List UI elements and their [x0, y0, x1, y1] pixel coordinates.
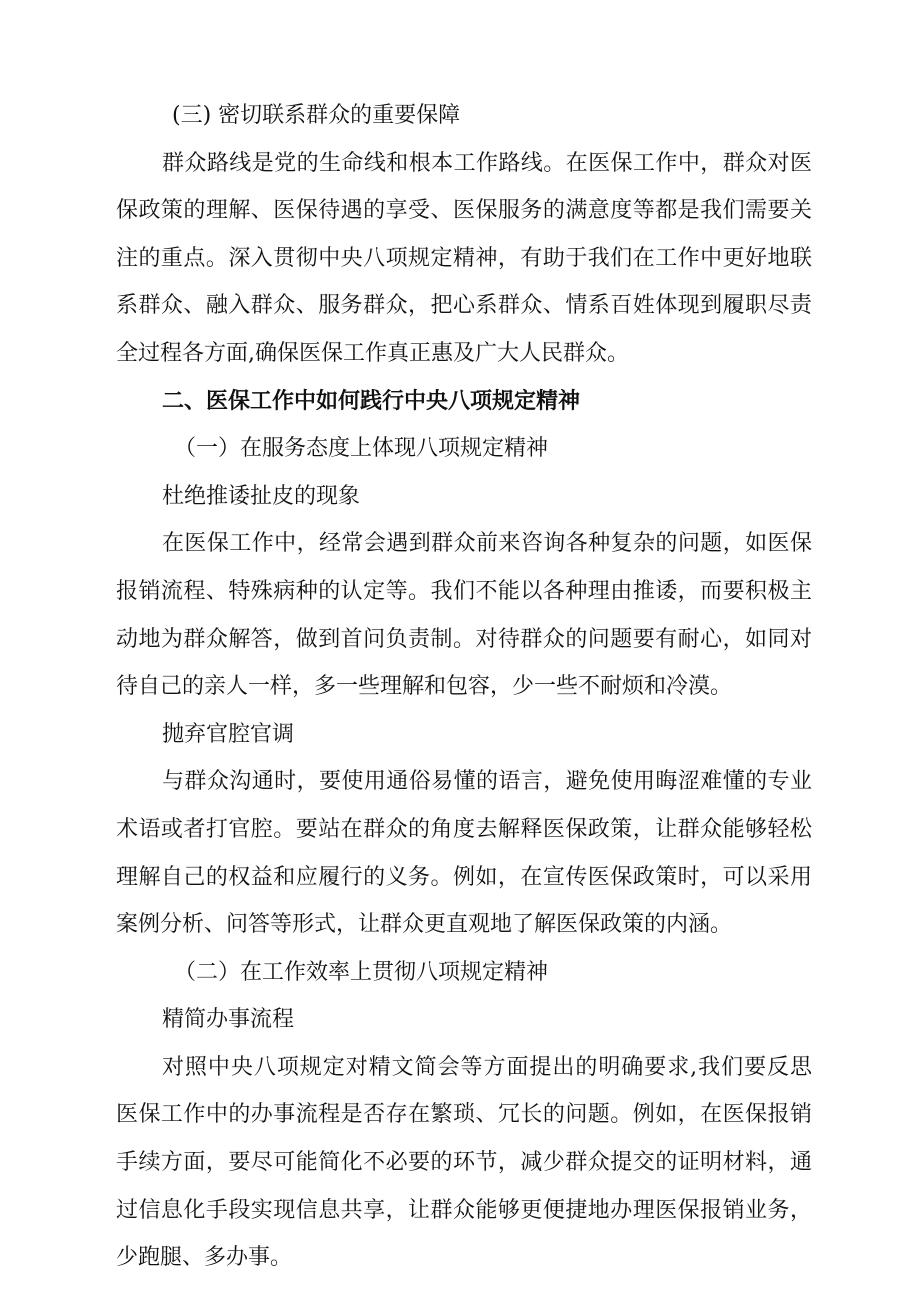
paragraph-line: 医保工作中的办事流程是否存在繁琐、冗长的问题。例如，在医保报销	[116, 1102, 812, 1128]
chapter-heading: 二、医保工作中如何践行中央八项规定精神	[162, 388, 581, 414]
paragraph-line: 群众路线是党的生命线和根本工作路线。在医保工作中，群众对医	[162, 150, 812, 176]
subsection-heading: （一）在服务态度上体现八项规定精神	[174, 436, 549, 462]
paragraph-line: 系群众、融入群众、服务群众，把心系群众、情系百姓体现到履职尽责	[116, 293, 812, 319]
paragraph-line: 理解自己的权益和应履行的义务。例如，在宣传医保政策时，可以采用	[116, 864, 812, 890]
paragraph-line: 案例分析、问答等形式，让群众更直观地了解医保政策的内涵。	[116, 912, 733, 938]
paragraph-line: 在医保工作中，经常会遇到群众前来咨询各种复杂的问题，如医保	[162, 531, 812, 557]
item-title: 精简办事流程	[162, 1007, 295, 1033]
document-page	[116, 92, 812, 1282]
paragraph-line: 报销流程、特殊病种的认定等。我们不能以各种理由推诿，而要积极主	[116, 578, 812, 604]
paragraph-line: 全过程各方面,确保医保工作真正惠及广大人民群众。	[116, 340, 629, 366]
paragraph-line: 对照中央八项规定对精文简会等方面提出的明确要求,我们要反思	[162, 1054, 812, 1080]
paragraph-line: 少跑腿、多办事。	[116, 1245, 293, 1271]
paragraph-line: 保政策的理解、医保待遇的享受、医保服务的满意度等都是我们需要关	[116, 198, 812, 224]
paragraph-line: 与群众沟通时，要使用通俗易懂的语言，避免使用晦涩难懂的专业	[162, 769, 812, 795]
subsection-heading: （二）在工作效率上贯彻八项规定精神	[174, 959, 549, 985]
item-title: 抛弃官腔官调	[162, 721, 295, 747]
paragraph-line: 手续方面，要尽可能简化不必要的环节，减少群众提交的证明材料，通	[116, 1150, 812, 1176]
item-title: 杜绝推诿扯皮的现象	[162, 483, 361, 509]
section-heading: (三) 密切联系群众的重要保障	[172, 103, 461, 128]
paragraph-line: 待自己的亲人一样，多一些理解和包容，少一些不耐烦和冷漠。	[116, 674, 733, 700]
paragraph-line: 过信息化手段实现信息共享，让群众能够更便捷地办理医保报销业务，	[116, 1197, 812, 1223]
paragraph-line: 术语或者打官腔。要站在群众的角度去解释医保政策，让群众能够轻松	[116, 816, 812, 842]
paragraph-line: 注的重点。深入贯彻中央八项规定精神，有助于我们在工作中更好地联	[116, 245, 812, 271]
paragraph-line: 动地为群众解答，做到首问负责制。对待群众的问题要有耐心，如同对	[116, 626, 812, 652]
